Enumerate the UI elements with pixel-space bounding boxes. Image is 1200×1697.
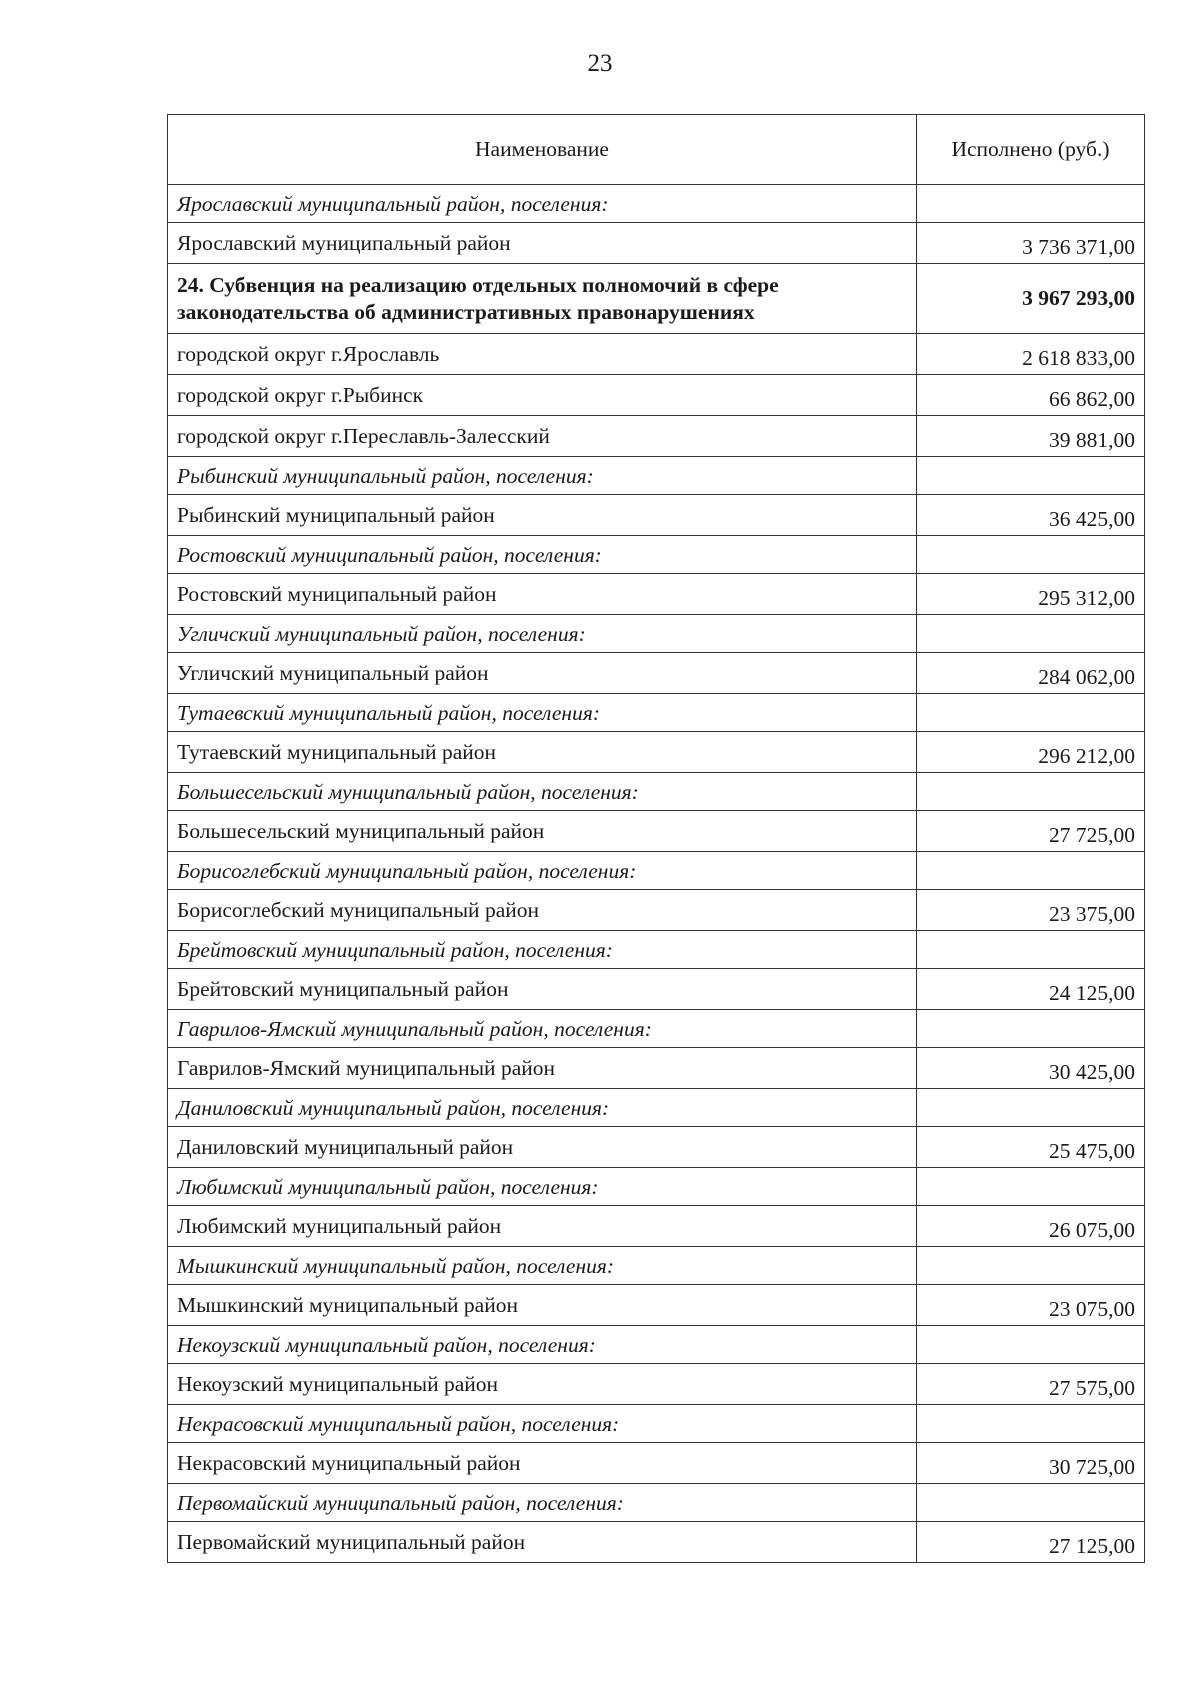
row-name: Любимский муниципальный район, поселения: [168, 1168, 917, 1206]
row-name: 24. Субвенция на реализацию отдельных полномочий в сфере законодательства об административных правонарушениях [168, 264, 917, 334]
table-row [168, 890, 1145, 931]
row-amount: 27 125,00 [917, 1522, 1145, 1563]
row-amount [917, 1326, 1145, 1364]
row-amount: 24 125,00 [917, 969, 1145, 1010]
row-amount [917, 773, 1145, 811]
row-amount [917, 852, 1145, 890]
group-row [168, 536, 1145, 574]
group-row [168, 1089, 1145, 1127]
row-name: Брейтовский муниципальный район, поселения: [168, 931, 917, 969]
table-row [168, 334, 1145, 375]
table-body [168, 185, 1145, 1563]
table-row [168, 574, 1145, 615]
row-name: Угличский муниципальный район [168, 653, 917, 694]
group-row [168, 773, 1145, 811]
row-amount [917, 931, 1145, 969]
row-name: Брейтовский муниципальный район [168, 969, 917, 1010]
row-name: Даниловский муниципальный район, поселения: [168, 1089, 917, 1127]
group-row [168, 1168, 1145, 1206]
group-row [168, 852, 1145, 890]
row-amount: 2 618 833,00 [917, 334, 1145, 375]
table-row [168, 495, 1145, 536]
row-amount: 25 475,00 [917, 1127, 1145, 1168]
group-row [168, 931, 1145, 969]
table-row [168, 1048, 1145, 1089]
row-name: Даниловский муниципальный район [168, 1127, 917, 1168]
row-name: Мышкинский муниципальный район, поселения: [168, 1247, 917, 1285]
table-row [168, 1364, 1145, 1405]
row-name: Большесельский муниципальный район, поселения: [168, 773, 917, 811]
row-amount [917, 1010, 1145, 1048]
row-amount [917, 1247, 1145, 1285]
header-name: Наименование [168, 115, 917, 185]
row-amount [917, 694, 1145, 732]
row-name: Тутаевский муниципальный район [168, 732, 917, 773]
row-amount: 23 075,00 [917, 1285, 1145, 1326]
row-name: Ярославский муниципальный район [168, 223, 917, 264]
table-row [168, 375, 1145, 416]
row-amount [917, 1405, 1145, 1443]
group-row [168, 615, 1145, 653]
row-name: Борисоглебский муниципальный район [168, 890, 917, 931]
table-row [168, 1285, 1145, 1326]
row-name: Некрасовский муниципальный район [168, 1443, 917, 1484]
table-row [168, 1127, 1145, 1168]
row-name: Большесельский муниципальный район [168, 811, 917, 852]
row-name: Первомайский муниципальный район, поселения: [168, 1484, 917, 1522]
row-amount [917, 1168, 1145, 1206]
row-amount: 27 575,00 [917, 1364, 1145, 1405]
row-amount [917, 457, 1145, 495]
row-amount: 26 075,00 [917, 1206, 1145, 1247]
row-name: Гаврилов-Ямский муниципальный район, поселения: [168, 1010, 917, 1048]
row-amount [917, 536, 1145, 574]
page-number: 23 [587, 50, 613, 77]
table-row [168, 811, 1145, 852]
row-name: Ростовский муниципальный район [168, 574, 917, 615]
group-row [168, 1247, 1145, 1285]
row-name: Рыбинский муниципальный район, поселения: [168, 457, 917, 495]
row-name: Любимский муниципальный район [168, 1206, 917, 1247]
table-row [168, 416, 1145, 457]
row-amount [917, 185, 1145, 223]
row-name: Угличский муниципальный район, поселения: [168, 615, 917, 653]
row-name: Некоузский муниципальный район, поселения: [168, 1326, 917, 1364]
row-name: Ярославский муниципальный район, поселения: [168, 185, 917, 223]
group-row [168, 694, 1145, 732]
row-amount: 36 425,00 [917, 495, 1145, 536]
row-name: Борисоглебский муниципальный район, поселения: [168, 852, 917, 890]
table-header [168, 115, 1145, 185]
table-row [168, 1443, 1145, 1484]
group-row [168, 457, 1145, 495]
group-row [168, 1405, 1145, 1443]
row-name: городской округ г.Переславль-Залесский [168, 416, 917, 457]
row-amount: 295 312,00 [917, 574, 1145, 615]
row-name: Тутаевский муниципальный район, поселения: [168, 694, 917, 732]
section-row [168, 264, 1145, 334]
row-amount: 284 062,00 [917, 653, 1145, 694]
header-amount: Исполнено (руб.) [917, 115, 1145, 185]
row-name: Некрасовский муниципальный район, поселения: [168, 1405, 917, 1443]
row-name: Первомайский муниципальный район [168, 1522, 917, 1563]
group-row [168, 1484, 1145, 1522]
row-name: городской округ г.Ярославль [168, 334, 917, 375]
table-row [168, 1206, 1145, 1247]
row-amount: 296 212,00 [917, 732, 1145, 773]
row-name: Гаврилов-Ямский муниципальный район [168, 1048, 917, 1089]
table-row [168, 1522, 1145, 1563]
group-row [168, 1326, 1145, 1364]
row-name: Мышкинский муниципальный район [168, 1285, 917, 1326]
group-row [168, 1010, 1145, 1048]
row-name: Рыбинский муниципальный район [168, 495, 917, 536]
header-row [168, 115, 1145, 185]
row-amount: 3 736 371,00 [917, 223, 1145, 264]
row-amount: 3 967 293,00 [917, 264, 1145, 334]
row-amount: 30 725,00 [917, 1443, 1145, 1484]
row-amount [917, 1484, 1145, 1522]
group-row [168, 185, 1145, 223]
row-amount: 27 725,00 [917, 811, 1145, 852]
row-amount: 30 425,00 [917, 1048, 1145, 1089]
budget-table [167, 114, 1145, 1563]
row-amount [917, 1089, 1145, 1127]
row-name: Некоузский муниципальный район [168, 1364, 917, 1405]
row-amount [917, 615, 1145, 653]
row-amount: 39 881,00 [917, 416, 1145, 457]
table-row [168, 223, 1145, 264]
row-amount: 66 862,00 [917, 375, 1145, 416]
table-row [168, 653, 1145, 694]
row-name: городской округ г.Рыбинск [168, 375, 917, 416]
table-row [168, 969, 1145, 1010]
row-amount: 23 375,00 [917, 890, 1145, 931]
row-name: Ростовский муниципальный район, поселения: [168, 536, 917, 574]
table-row [168, 732, 1145, 773]
